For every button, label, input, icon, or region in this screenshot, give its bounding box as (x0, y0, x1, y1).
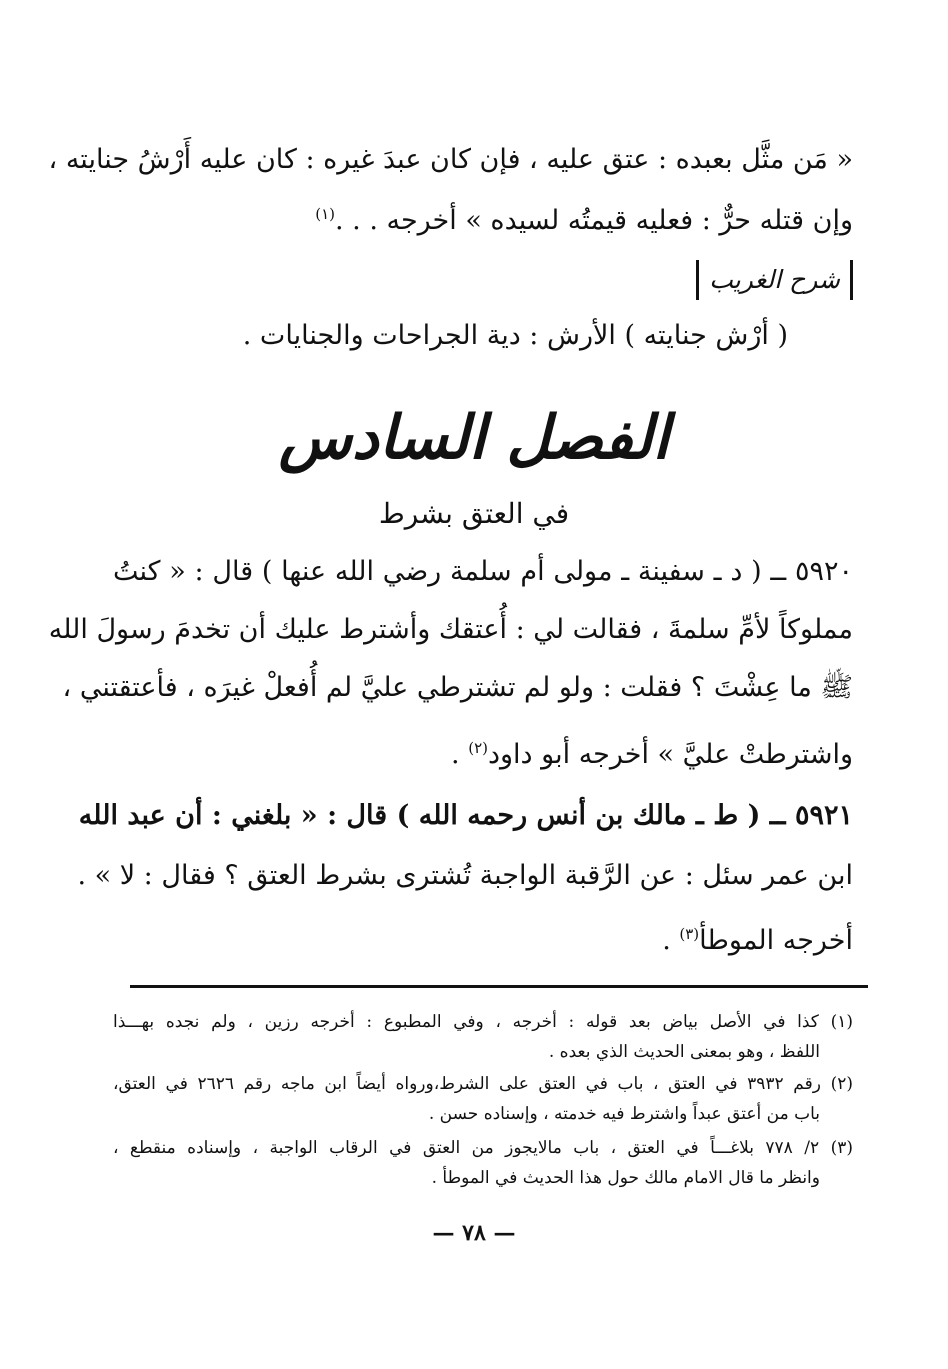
hadith-5921-line-3-end: . (662, 925, 671, 956)
footnote-ref-2: (٢) (468, 739, 488, 757)
hadith-5920-line-2: مملوكاً لأمِّ سلمةَ ، فقالت لي : أُعتقك وأشترط عليك أن تخدمَ رسولَ الله (48, 614, 853, 645)
footnote-3-line-1: (٣) ٢/ ٧٧٨ بلاغـــاً في العتق ، باب مالايجوز من العتق في الرقاب الواجبة ، وإسناده منقطع ، (113, 1138, 853, 1158)
footnote-divider (130, 985, 868, 988)
footnote-3-line-2: وانظر ما قال الامام مالك حول هذا الحديث في الموطأ . (431, 1168, 820, 1188)
hadith-5921-line-2: ابن عمر سئل : عن الرَّقبة الواجبة تُشترى بشرط العتق ؟ فقال : لا » . (77, 860, 853, 891)
footnote-ref-3: (٣) (679, 925, 700, 943)
hadith-5920-line-4-text: واشترطتْ عليَّ » أخرجه أبو داود (487, 739, 853, 770)
footnote-1-line-2: اللفظ ، وهو بمعنى الحديث الذي بعده . (548, 1042, 820, 1062)
footnote-2-line-1: (٢) رقم ٣٩٣٢ في العتق ، باب في العتق على الشرط،ورواه أيضاً ابن ماجه رقم ٢٦٢٦ في العتق، (113, 1074, 853, 1094)
hadith-5921-line-1: ٥٩٢١ ــ ( ط ـ مالك بن أنس رحمه الله ) قال : « بلغني : أن عبد الله (78, 800, 853, 831)
hadith-5920-line-3: ﷺ ما عِشْتَ ؟ فقلت : ولو لم تشترطي عليَّ لم أُفعلْ غيرَه ، فأعتقتني ، (62, 672, 853, 703)
section-subtitle: في العتق بشرط (378, 497, 570, 530)
chapter-title: الفصل السادس (278, 403, 670, 473)
footnote-ref-1: (١) (315, 205, 335, 223)
hadith-5921-line-3-text: أخرجه الموطأ (699, 925, 853, 956)
body-line-1: « مَن مثَّل بعبده : عتق عليه ، فإن كان عبدَ غيره : كان عليه أَرْشُ جنايته ، (48, 144, 853, 175)
hadith-5921-line-3 (113, 914, 853, 961)
gloss-heading: شرح الغريب (696, 260, 853, 300)
page-number: — ٧٨ — (432, 1220, 516, 1246)
hadith-5920-line-1: ٥٩٢٠ ــ ( د ـ سفينة ـ مولى أم سلمة رضي الله عنها ) قال : « كنتُ (113, 556, 853, 587)
body-line-2-text: وإن قتله حرٌّ : فعليه قيمتُه لسيده » أخرجه . . . (334, 205, 853, 236)
body-line-2 (113, 194, 853, 241)
gloss-text: ( أرْش جنايته ) الأرش : دية الجراحات والجنايات . (242, 320, 788, 351)
footnote-1-line-1: (١) كذا في الأصل بياض بعد قوله : أخرجه ، وفي المطبوع : أخرجه رزين ، ولم نجده بهـــذا (113, 1012, 853, 1032)
hadith-5920-line-4 (113, 728, 853, 775)
footnote-2-line-2: باب من أعتق عبداً واشترط فيه خدمته ، وإسناده حسن . (428, 1104, 820, 1124)
hadith-5920-line-4-end: . (451, 739, 460, 770)
